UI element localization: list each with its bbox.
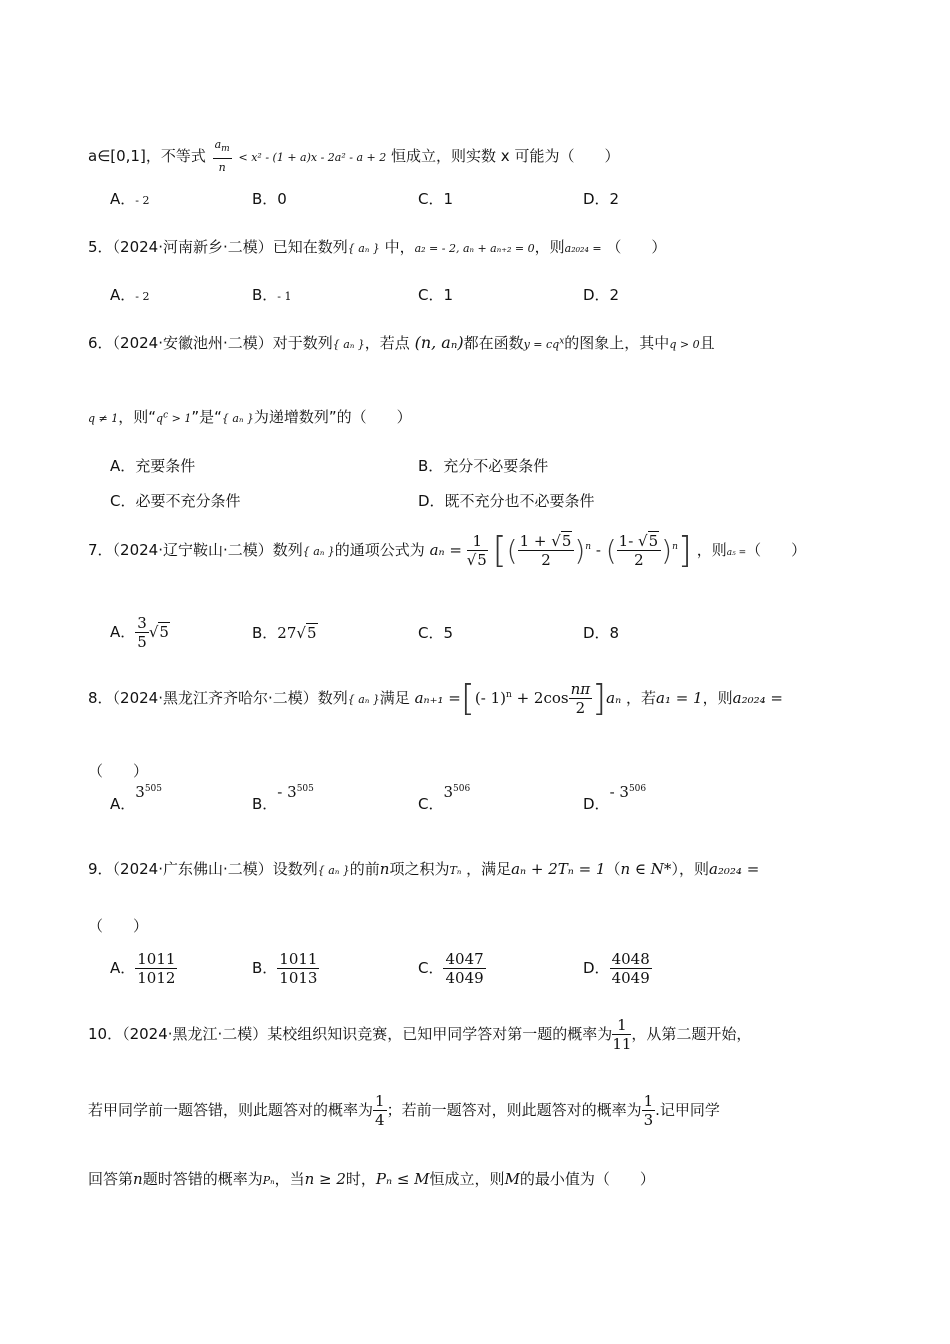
q9-stem-line: 9．（2024·广东佛山·二模）设数列{ aₙ }的前n项之积为Tₙ ，满足aₙ + 2Tₙ = 1（n ∈ N*），则a₂₀₂₄ =: [88, 860, 760, 878]
q8-option-c[interactable]: C．$3^{506}$: [418, 783, 471, 813]
q5-option-b[interactable]: B．- 1: [252, 286, 292, 304]
q6-option-a[interactable]: A．充要条件: [110, 457, 196, 475]
q10-stem-line-2: 若甲同学前一题答错，则此题答对的概率为 $\frac{1}{4}$ ；若前一题答对，则此题答对的概率为 $\frac{1}{3}$ .记甲同学: [88, 1092, 720, 1129]
q4-option-c[interactable]: C．1: [418, 190, 454, 208]
q9-paren-line: （ ）: [88, 917, 149, 935]
q8-paren-line: （ ）: [88, 762, 149, 780]
q7-stem-line: 7．（2024·辽宁鞍山·二模）数列{ aₙ }的通项公式为 aₙ = $\frac{1}{√5}$ [( $\frac{1 + √5}{2}$ )$^n$ - ( $\frac{1- √5}{2}$ )$^n$] ，则a₅ =（ ）: [88, 530, 807, 571]
q6-stem-line: 6．（2024·安徽池州·二模）对于数列{ aₙ }，若点 (n, aₙ)都在函数$y = cq^x$的图象上，其中q > 0且: [88, 333, 715, 352]
q5-option-a[interactable]: A．- 2: [110, 286, 150, 304]
q9-option-b[interactable]: B． $\frac{1011}{1013}$: [252, 950, 318, 987]
q9-option-c[interactable]: C． $\frac{4047}{4049}$: [418, 950, 484, 987]
q7-option-c[interactable]: C．5: [418, 624, 454, 642]
q8-option-d[interactable]: D．- $3^{506}$: [583, 783, 647, 813]
q6-option-d[interactable]: D．既不充分也不必要条件: [418, 492, 595, 510]
q6-stem-line-2: q ≠ 1，则“$q^c > 1$”是“{ aₙ }为递增数列”的（ ）: [88, 408, 412, 426]
q10-stem-line-3: 回答第n题时答错的概率为Pₙ，当n ≥ 2时，Pₙ ≤ M恒成立，则M的最小值为（ ）: [88, 1170, 655, 1188]
q4-option-b[interactable]: B．0: [252, 190, 287, 208]
q4-fraction: $\frac{a_m}{n}$: [214, 138, 230, 175]
q4-option-d[interactable]: D．2: [583, 190, 620, 208]
q5-option-c[interactable]: C．1: [418, 286, 454, 304]
q4-stem-line: [88, 136, 619, 177]
q10-stem-line: 10．（2024·黑龙江·二模）某校组织知识竞赛，已知甲同学答对第一题的概率为 $\frac{1}{11}$ ，从第二题开始，: [88, 1016, 752, 1053]
q7-option-d[interactable]: D．8: [583, 624, 620, 642]
q8-option-a[interactable]: A．$3^{505}$: [110, 783, 162, 813]
q8-option-b[interactable]: B．- $3^{505}$: [252, 783, 314, 813]
q4-inequality: < x² - (1 + a)x - 2a² - a + 2: [238, 151, 387, 165]
q4-prefix: a∈[0,1]，不等式: [88, 147, 206, 166]
q5-option-d[interactable]: D．2: [583, 286, 620, 304]
q4-option-a[interactable]: A．- 2: [110, 190, 150, 208]
q9-option-d[interactable]: D． $\frac{4048}{4049}$: [583, 950, 650, 987]
q7-formula: aₙ =: [429, 541, 462, 559]
q5-stem-line: 5．（2024·河南新乡·二模）已知在数列{ aₙ } 中，a₂ = - 2, aₙ + aₙ₊₂ = 0，则a₂₀₂₄ = （ ）: [88, 238, 667, 256]
q7-option-a[interactable]: A． $\frac{3}{5}$ √5: [110, 614, 169, 651]
q9-option-a[interactable]: A． $\frac{1011}{1012}$: [110, 950, 176, 987]
q4-tail: 恒成立，则实数 x 可能为（ ）: [391, 147, 620, 166]
q6-option-c[interactable]: C．必要不充分条件: [110, 492, 241, 510]
q8-stem-line: 8．（2024·黑龙江齐齐哈尔·二模）数列{ aₙ }满足 aₙ₊₁ =[(- 1)$^n$ + 2cos $\frac{n\pi}{2}$ ]aₙ ，若a₁ = 1，则a₂₀₂₄ =: [88, 678, 783, 719]
q6-option-b[interactable]: B．充分不必要条件: [418, 457, 549, 475]
q7-option-b[interactable]: B．27√5: [252, 624, 317, 642]
